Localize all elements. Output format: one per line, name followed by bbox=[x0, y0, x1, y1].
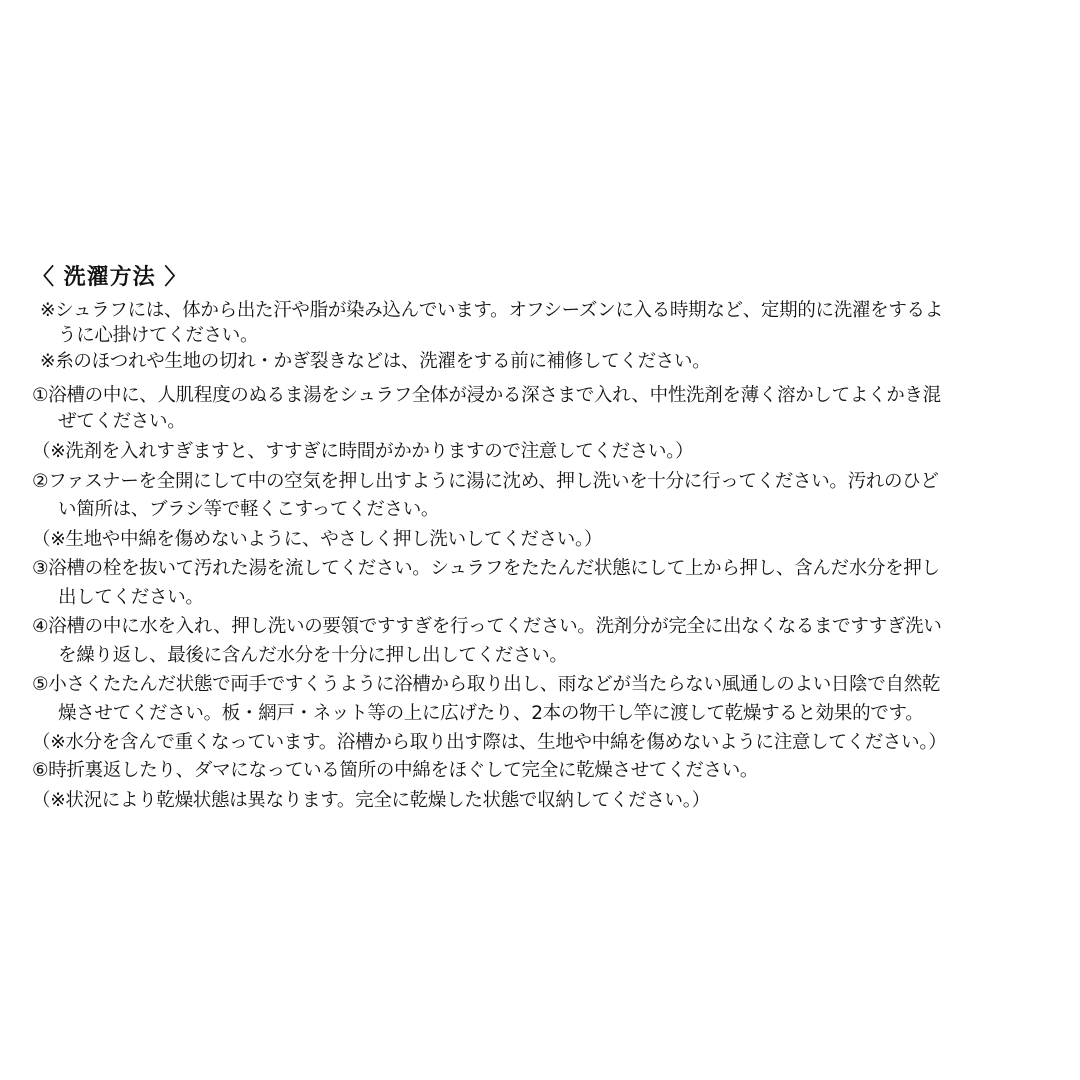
step-5-note: （※水分を含んで重くなっています。浴槽から取り出す際は、生地や中綿を傷めないように注意してください。） bbox=[32, 732, 947, 753]
step-4-line-cont: を繰り返し、最後に含んだ水分を十分に押し出してください。 bbox=[58, 645, 568, 666]
step-3-line-cont: 出してください。 bbox=[58, 587, 204, 608]
step-2-line: ②ファスナーを全開にして中の空気を押し出すように湯に沈め、押し洗いを十分に行ってください。汚れのひど bbox=[32, 471, 939, 492]
step-6-note: （※状況により乾燥状態は異なります。完全に乾燥した状態で収納してください。） bbox=[32, 790, 710, 811]
step-1-line: ①浴槽の中に、人肌程度のぬるま湯をシュラフ全体が浸かる深さまで入れ、中性洗剤を薄く溶かしてよくかき混 bbox=[32, 385, 941, 406]
step-2-line-cont: い箇所は、ブラシ等で軽くこすってください。 bbox=[58, 499, 440, 520]
step-5-line-cont: 燥させてください。板・網戸・ネット等の上に広げたり、2本の物干し竿に渡して乾燥すると効果的です。 bbox=[58, 703, 924, 724]
step-3-line: ③浴槽の栓を抜いて汚れた湯を流してください。シュラフをたたんだ状態にして上から押し、含んだ水分を押し bbox=[32, 558, 940, 579]
note-line-1-cont: うに心掛けてください。 bbox=[58, 325, 259, 346]
step-2-note: （※生地や中綿を傷めないように、やさしく押し洗いしてください。） bbox=[32, 529, 603, 550]
step-6-line: ⑥時折裏返したり、ダマになっている箇所の中綿をほぐして完全に乾燥させてください。 bbox=[32, 760, 759, 781]
note-line-2: ※糸のほつれや生地の切れ・かぎ裂きなどは、洗濯をする前に補修してください。 bbox=[40, 351, 711, 372]
note-line-1: ※シュラフには、体から出た汗や脂が染み込んでいます。オフシーズンに入る時期など、定期的に洗濯をするよ bbox=[40, 300, 943, 321]
step-5-line: ⑤小さくたたんだ状態で両手ですくうように浴槽から取り出し、雨などが当たらない風通しのよい日陰で自然乾 bbox=[32, 674, 941, 695]
step-1-line-cont: ぜてください。 bbox=[58, 411, 186, 432]
step-4-line: ④浴槽の中に水を入れ、押し洗いの要領ですすぎを行ってください。洗剤分が完全に出なくなるまですすぎ洗い bbox=[32, 616, 942, 637]
section-title: 〈 洗濯方法 〉 bbox=[32, 265, 188, 290]
step-1-note: （※洗剤を入れすぎますと、すすぎに時間がかかりますので注意してください。） bbox=[32, 441, 694, 462]
